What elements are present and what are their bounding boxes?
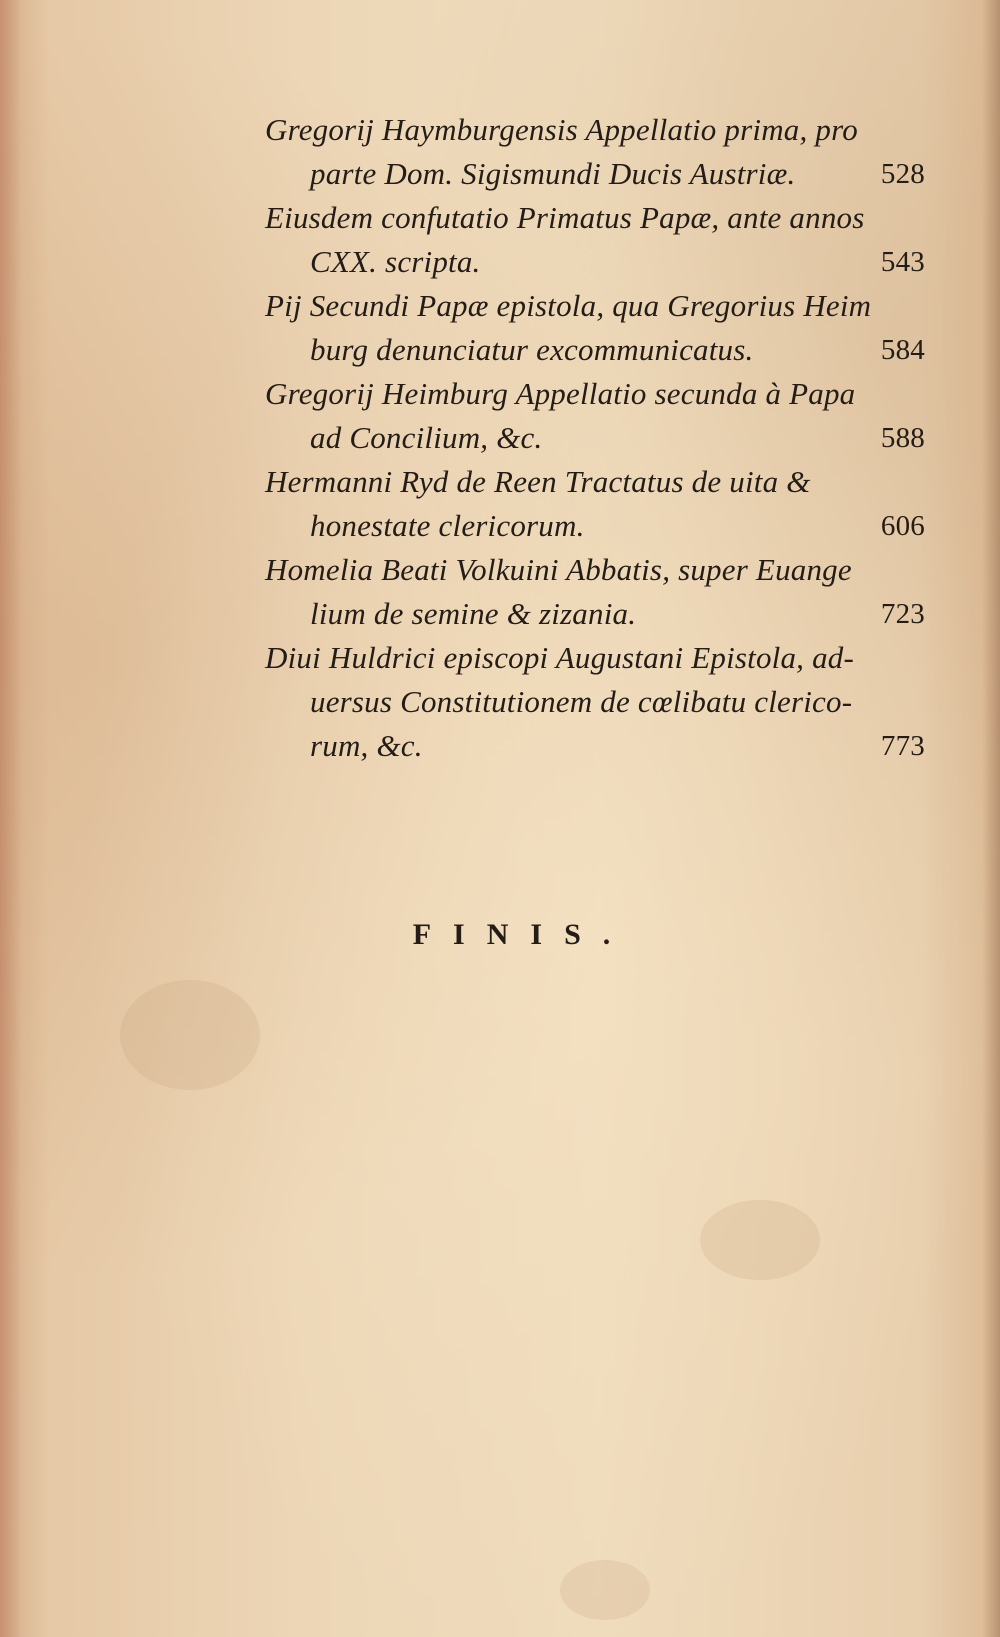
entry-continuation-line: CXX. scripta. bbox=[310, 244, 481, 279]
index-entry bbox=[265, 372, 925, 460]
index-entry bbox=[265, 196, 925, 284]
index-entry bbox=[265, 548, 925, 636]
entry-page-number: 584 bbox=[880, 334, 925, 366]
index-entry bbox=[265, 460, 925, 548]
entry-continuation-line: lium de semine & zizania. bbox=[310, 596, 637, 631]
entry-first-line: Gregorij Haymburgensis Appellatio prima, pro bbox=[265, 112, 858, 147]
finis-label: FINIS. bbox=[412, 918, 633, 951]
entry-first-line: Homelia Beati Volkuini Abbatis, super Euange bbox=[265, 552, 852, 587]
index-entry bbox=[265, 108, 925, 196]
entry-first-line: Hermanni Ryd de Reen Tractatus de uita & bbox=[265, 464, 811, 499]
paper-stain bbox=[700, 1200, 820, 1280]
entry-continuation-line: uersus Constitutionem de cœlibatu clerico- bbox=[310, 684, 853, 719]
entry-first-line: Pij Secundi Papæ epistola, qua Gregorius Heim bbox=[265, 288, 872, 323]
entry-page-number: 528 bbox=[880, 158, 925, 190]
entry-continuation-line: rum, &c. bbox=[310, 728, 423, 763]
index-entry bbox=[265, 636, 925, 768]
entry-continuation-line: ad Concilium, &c. bbox=[310, 420, 543, 455]
entry-first-line: Gregorij Heimburg Appellatio secunda à Papa bbox=[265, 376, 856, 411]
page-edge-left bbox=[0, 0, 22, 1637]
entry-page-number: 543 bbox=[880, 246, 925, 278]
page-edge-right bbox=[982, 0, 1000, 1637]
paper-stain bbox=[120, 980, 260, 1090]
entry-page-number: 606 bbox=[880, 510, 925, 542]
entry-continuation-line: burg denunciatur excommunicatus. bbox=[310, 332, 754, 367]
entry-page-number: 773 bbox=[880, 730, 925, 762]
entry-continuation-line: honestate clericorum. bbox=[310, 508, 585, 543]
entry-page-number: 588 bbox=[880, 422, 925, 454]
paper-stain bbox=[560, 1560, 650, 1620]
entry-first-line: Eiusdem confutatio Primatus Papæ, ante annos bbox=[265, 200, 865, 235]
entry-continuation-line: parte Dom. Sigismundi Ducis Austriæ. bbox=[310, 156, 796, 191]
entry-page-number: 723 bbox=[880, 598, 925, 630]
entry-first-line: Diui Huldrici episcopi Augustani Epistola, ad- bbox=[265, 640, 854, 675]
index-entry bbox=[265, 284, 925, 372]
index-list bbox=[265, 108, 925, 768]
